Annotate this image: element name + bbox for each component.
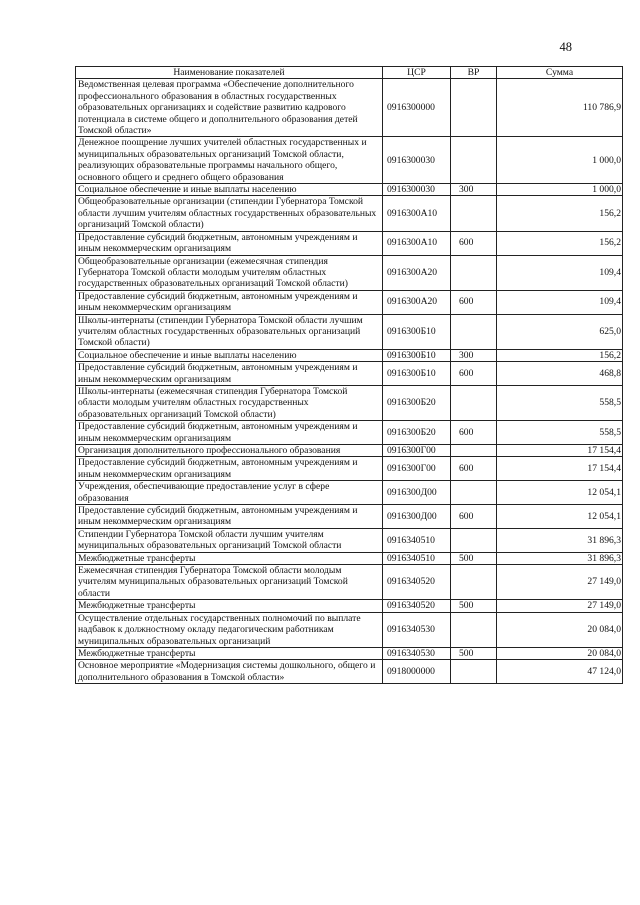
table-row xyxy=(76,79,623,137)
cell-sum: 109,4 xyxy=(497,290,623,314)
cell-vr: 600 xyxy=(451,362,497,386)
table-row xyxy=(76,660,623,684)
table-row xyxy=(76,137,623,184)
header-sum: Сумма xyxy=(497,67,623,79)
cell-csr: 0916340510 xyxy=(383,552,451,564)
cell-vr xyxy=(451,385,497,420)
cell-sum: 12 054,1 xyxy=(497,481,623,505)
cell-sum: 1 000,0 xyxy=(497,137,623,184)
table-row xyxy=(76,349,623,361)
cell-sum: 31 896,3 xyxy=(497,552,623,564)
cell-sum: 17 154,4 xyxy=(497,445,623,457)
table-row xyxy=(76,184,623,196)
cell-csr: 0916300030 xyxy=(383,184,451,196)
cell-sum: 31 896,3 xyxy=(497,528,623,552)
cell-csr: 0916300Б10 xyxy=(383,349,451,361)
cell-vr: 500 xyxy=(451,600,497,612)
cell-name: Предоставление субсидий бюджетным, автономным учреждениям и иным некоммерческим организациям xyxy=(76,231,383,255)
cell-name: Предоставление субсидий бюджетным, автономным учреждениям и иным некоммерческим организациям xyxy=(76,457,383,481)
table-row xyxy=(76,385,623,420)
table-row xyxy=(76,505,623,529)
cell-csr: 0916300Д00 xyxy=(383,481,451,505)
table-row xyxy=(76,255,623,290)
cell-sum: 468,8 xyxy=(497,362,623,386)
cell-name: Общеобразовательные организации (ежемесячная стипендия Губернатора Томской области молодым учителям областных государственных образовательных организаций Томской области) xyxy=(76,255,383,290)
cell-name: Стипендии Губернатора Томской области лучшим учителям муниципальных образовательных организаций Томской области xyxy=(76,528,383,552)
table-row xyxy=(76,362,623,386)
table-row xyxy=(76,600,623,612)
cell-csr: 0916300Б20 xyxy=(383,421,451,445)
cell-vr: 600 xyxy=(451,421,497,445)
cell-csr: 0916300А10 xyxy=(383,231,451,255)
cell-name: Предоставление субсидий бюджетным, автономным учреждениям и иным некоммерческим организациям xyxy=(76,421,383,445)
cell-sum: 156,2 xyxy=(497,349,623,361)
cell-name: Учреждения, обеспечивающие предоставление услуг в сфере образования xyxy=(76,481,383,505)
cell-vr xyxy=(451,528,497,552)
table-row xyxy=(76,565,623,600)
table-row xyxy=(76,481,623,505)
cell-sum: 558,5 xyxy=(497,385,623,420)
table-row xyxy=(76,314,623,349)
cell-vr: 600 xyxy=(451,457,497,481)
cell-vr: 600 xyxy=(451,505,497,529)
cell-vr xyxy=(451,196,497,231)
budget-table xyxy=(75,66,623,684)
cell-csr: 0916300000 xyxy=(383,79,451,137)
cell-vr xyxy=(451,612,497,647)
cell-name: Школы-интернаты (стипендии Губернатора Томской области лучшим учителям областных государственных образовательных организаций Томской области) xyxy=(76,314,383,349)
cell-sum: 1 000,0 xyxy=(497,184,623,196)
cell-csr: 0916340510 xyxy=(383,528,451,552)
cell-vr xyxy=(451,445,497,457)
cell-sum: 12 054,1 xyxy=(497,505,623,529)
table-row xyxy=(76,647,623,659)
cell-vr xyxy=(451,314,497,349)
cell-vr: 500 xyxy=(451,647,497,659)
cell-sum: 156,2 xyxy=(497,231,623,255)
table-header-row xyxy=(76,67,623,79)
cell-sum: 17 154,4 xyxy=(497,457,623,481)
cell-vr xyxy=(451,660,497,684)
table-row xyxy=(76,445,623,457)
cell-name: Социальное обеспечение и иные выплаты населению xyxy=(76,349,383,361)
cell-name: Ведомственная целевая программа «Обеспечение дополнительного профессионального образования в областных государственных образовательных организациях и содействие развитию кадрового потенциала в системе общего и дополнительного образования детей Томской области» xyxy=(76,79,383,137)
cell-csr: 0916300Б10 xyxy=(383,314,451,349)
header-csr: ЦСР xyxy=(383,67,451,79)
table-row xyxy=(76,196,623,231)
cell-sum: 625,0 xyxy=(497,314,623,349)
table-row xyxy=(76,612,623,647)
header-vr: ВР xyxy=(451,67,497,79)
cell-name: Осуществление отдельных государственных полномочий по выплате надбавок к должностному окладу педагогическим работникам муниципальных образовательных организаций xyxy=(76,612,383,647)
cell-name: Предоставление субсидий бюджетным, автономным учреждениям и иным некоммерческим организациям xyxy=(76,362,383,386)
cell-csr: 0916340520 xyxy=(383,565,451,600)
cell-csr: 0916300А20 xyxy=(383,255,451,290)
cell-csr: 0916300Г00 xyxy=(383,457,451,481)
cell-name: Денежное поощрение лучших учителей областных государственных и муниципальных образовательных организаций Томской области, реализующих образовательные программы начального общего, основного общего и среднего общего образования xyxy=(76,137,383,184)
cell-csr: 0916300А10 xyxy=(383,196,451,231)
cell-name: Предоставление субсидий бюджетным, автономным учреждениям и иным некоммерческим организациям xyxy=(76,505,383,529)
cell-name: Межбюджетные трансферты xyxy=(76,552,383,564)
cell-vr xyxy=(451,137,497,184)
cell-csr: 0916340530 xyxy=(383,647,451,659)
cell-name: Предоставление субсидий бюджетным, автономным учреждениям и иным некоммерческим организациям xyxy=(76,290,383,314)
cell-name: Общеобразовательные организации (стипендии Губернатора Томской области лучшим учителям областных государственных образовательных организаций Томской области) xyxy=(76,196,383,231)
cell-sum: 27 149,0 xyxy=(497,565,623,600)
cell-vr xyxy=(451,255,497,290)
cell-vr: 600 xyxy=(451,231,497,255)
table-row xyxy=(76,421,623,445)
cell-sum: 156,2 xyxy=(497,196,623,231)
cell-name: Школы-интернаты (ежемесячная стипендия Губернатора Томской области молодым учителям областных государственных образовательных организаций Томской области) xyxy=(76,385,383,420)
table-row xyxy=(76,290,623,314)
header-name: Наименование показателей xyxy=(76,67,383,79)
cell-vr xyxy=(451,481,497,505)
cell-csr: 0916300030 xyxy=(383,137,451,184)
cell-name: Межбюджетные трансферты xyxy=(76,600,383,612)
cell-csr: 0916300А20 xyxy=(383,290,451,314)
cell-vr xyxy=(451,79,497,137)
table-row xyxy=(76,231,623,255)
cell-sum: 47 124,0 xyxy=(497,660,623,684)
page-number: 48 xyxy=(559,40,572,54)
cell-name: Социальное обеспечение и иные выплаты населению xyxy=(76,184,383,196)
cell-sum: 110 786,9 xyxy=(497,79,623,137)
cell-vr: 500 xyxy=(451,552,497,564)
cell-vr: 300 xyxy=(451,349,497,361)
table-body xyxy=(76,79,623,684)
table-row xyxy=(76,528,623,552)
cell-sum: 27 149,0 xyxy=(497,600,623,612)
cell-name: Ежемесячная стипендия Губернатора Томской области молодым учителям муниципальных образовательных организаций Томской области xyxy=(76,565,383,600)
cell-sum: 558,5 xyxy=(497,421,623,445)
cell-csr: 0916300Б20 xyxy=(383,385,451,420)
cell-vr: 600 xyxy=(451,290,497,314)
cell-csr: 0916300Б10 xyxy=(383,362,451,386)
cell-name: Межбюджетные трансферты xyxy=(76,647,383,659)
cell-csr: 0916300Д00 xyxy=(383,505,451,529)
table-row xyxy=(76,457,623,481)
cell-sum: 20 084,0 xyxy=(497,647,623,659)
cell-csr: 0916340520 xyxy=(383,600,451,612)
cell-name: Основное мероприятие «Модернизация системы дошкольного, общего и дополнительного образования в Томской области» xyxy=(76,660,383,684)
cell-sum: 20 084,0 xyxy=(497,612,623,647)
cell-csr: 0918000000 xyxy=(383,660,451,684)
cell-csr: 0916300Г00 xyxy=(383,445,451,457)
table-row xyxy=(76,552,623,564)
cell-vr xyxy=(451,565,497,600)
cell-sum: 109,4 xyxy=(497,255,623,290)
cell-name: Организация дополнительного профессионального образования xyxy=(76,445,383,457)
cell-vr: 300 xyxy=(451,184,497,196)
cell-csr: 0916340530 xyxy=(383,612,451,647)
